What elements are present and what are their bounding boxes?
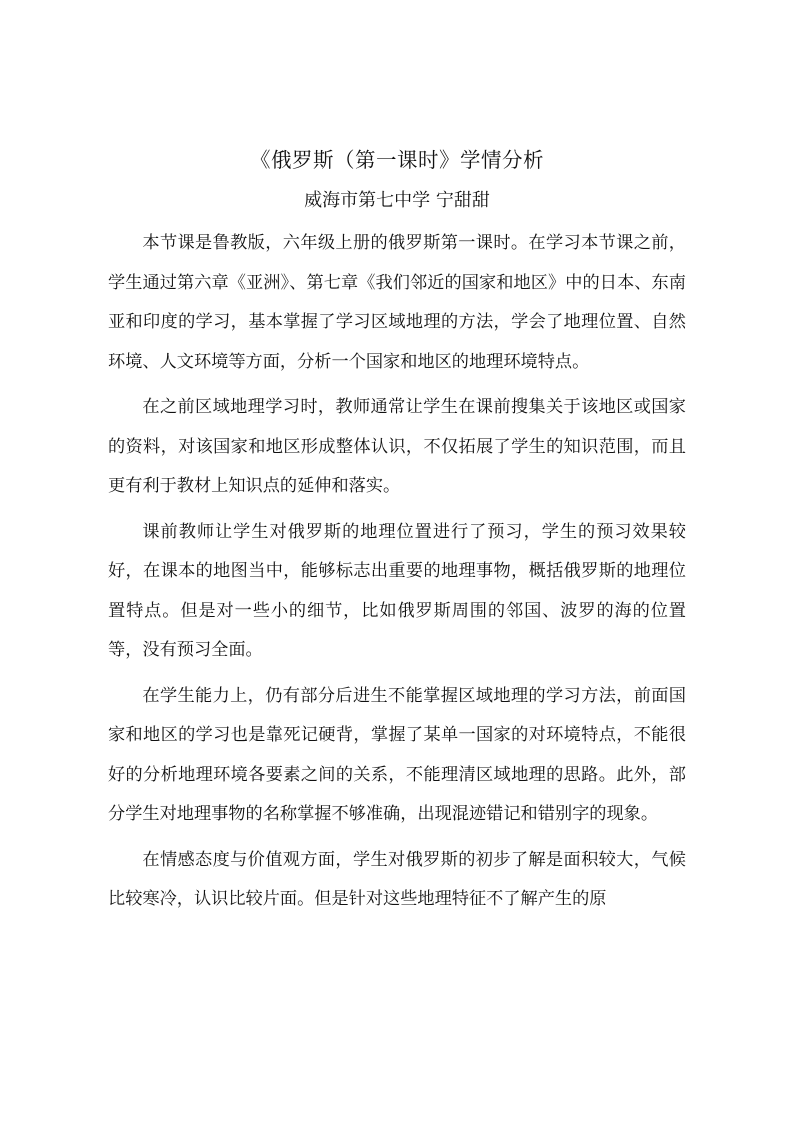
paragraph-5: 在情感态度与价值观方面，学生对俄罗斯的初步了解是面积较大，气候比较寒冷，认识比较片面。但是针对这些地理特征不了解产生的原 — [108, 849, 686, 909]
author-line: 威海市第七中学 宁甜甜 — [304, 190, 490, 211]
paragraph-1: 本节课是鲁教版，六年级上册的俄罗斯第一课时。在学习本节课之前，学生通过第六章《亚洲》、第七章《我们邻近的国家和地区》中的日本、东南亚和印度的学习，基本掌握了学习区域地理的方法，学会了地理位置、自然环境、人文环境等方面，分析一个国家和地区的地理环境特点。 — [108, 233, 686, 372]
document-title: 《俄罗斯（第一课时》学情分析 — [250, 148, 544, 172]
paragraph-4: 在学生能力上，仍有部分后进生不能掌握区域地理的学习方法，前面国家和地区的学习也是靠死记硬背，掌握了某单一国家的对环境特点，不能很好的分析地理环境各要素之间的关系，不能理清区域地理的思路。此外，部分学生对地理事物的名称掌握不够准确，出现混迹错记和错别字的现象。 — [108, 685, 686, 824]
paragraph-3: 课前教师让学生对俄罗斯的地理位置进行了预习，学生的预习效果较好，在课本的地图当中，能够标志出重要的地理事物，概括俄罗斯的地理位置特点。但是对一些小的细节，比如俄罗斯周围的邻国、波罗的海的位置等，没有预习全面。 — [108, 521, 686, 660]
document-body — [108, 224, 686, 926]
paragraph-2: 在之前区域地理学习时，教师通常让学生在课前搜集关于该地区或国家的资料，对该国家和地区形成整体认识，不仅拓展了学生的知识范围，而且更有利于教材上知识点的延伸和落实。 — [108, 397, 686, 496]
